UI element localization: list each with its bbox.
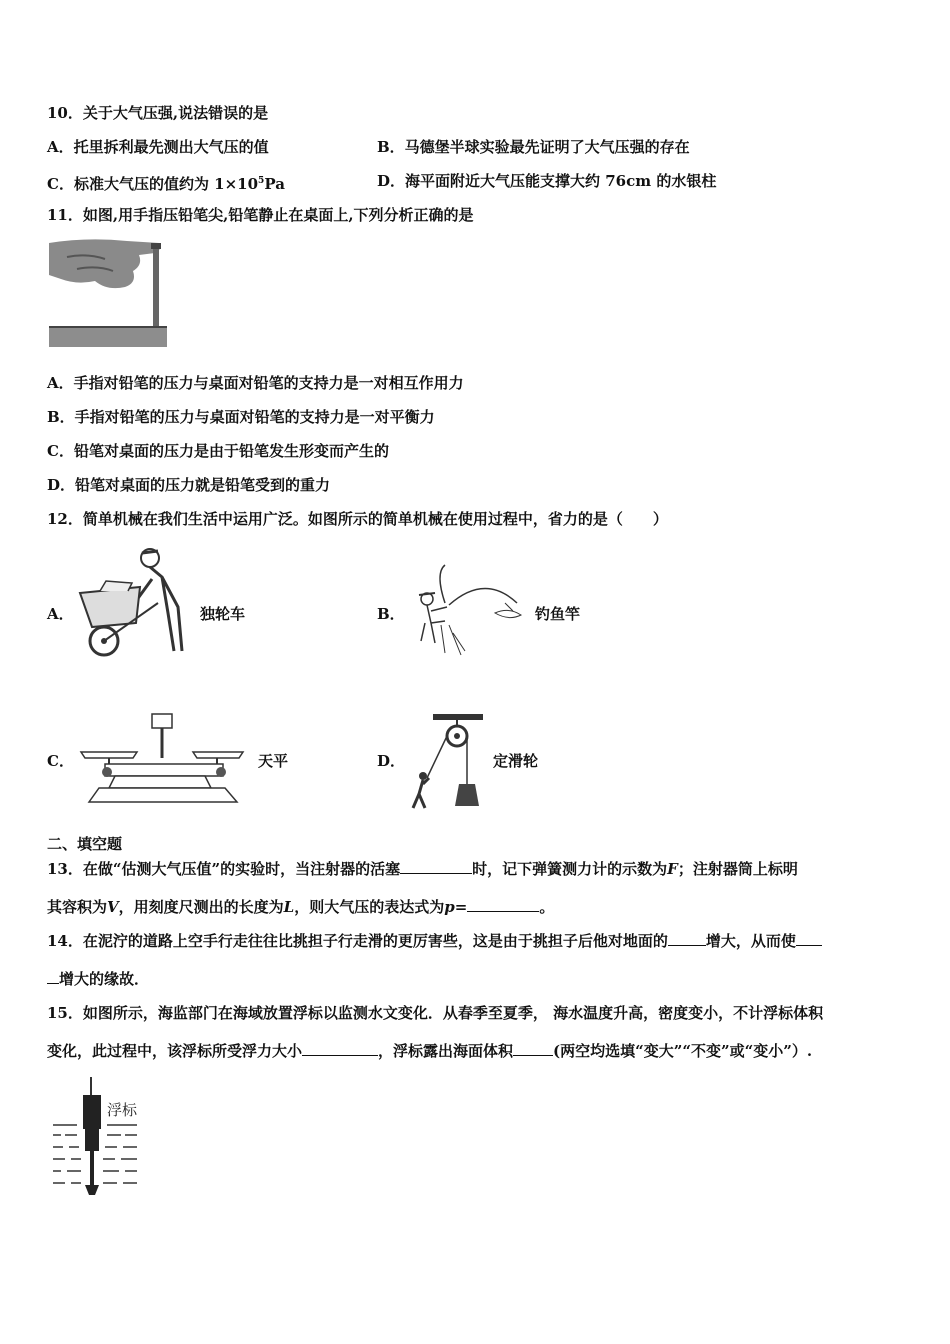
pencil-press-figure bbox=[47, 235, 172, 350]
q10-stem: 10．关于大气压强,说法错误的是 bbox=[47, 104, 269, 122]
q12-b-name: 钓鱼竿 bbox=[535, 605, 581, 623]
q12-d-letter: D． bbox=[377, 752, 406, 770]
q11-stem: 11．如图,用手指压铅笔尖,铅笔静止在桌面上,下列分析正确的是 bbox=[47, 206, 474, 224]
buoy-figure bbox=[47, 1073, 147, 1203]
q12-a-letter: A． bbox=[47, 605, 74, 623]
q11-option-d: D．铅笔对桌面的压力就是铅笔受到的重力 bbox=[47, 476, 331, 494]
q11-option-c: C．铅笔对桌面的压力是由于铅笔发生形变而产生的 bbox=[47, 442, 389, 460]
q13-blank1[interactable] bbox=[400, 859, 472, 874]
q15-line2: 变化，此过程中，该浮标所受浮力大小 ，浮标露出海面体积 (两空均选填“变大”“不变”或“变小”）. bbox=[47, 1042, 813, 1060]
q12-c-name: 天平 bbox=[258, 752, 289, 770]
q14-blank2-cont[interactable] bbox=[47, 969, 59, 984]
q14-blank1[interactable] bbox=[668, 931, 706, 946]
q14-line1: 14．在泥泞的道路上空手行走往往比挑担子行走滑的更厉害些，这是由于挑担子后他对地面的 增大，从而使 bbox=[47, 931, 822, 951]
q15-line1: 15．如图所示，海监部门在海域放置浮标以监测水文变化．从春季至夏季， 海水温度升高，密度变小，不计浮标体积 bbox=[47, 1004, 824, 1022]
fishing-rod-figure bbox=[405, 563, 530, 665]
q13-blank2[interactable] bbox=[467, 897, 539, 912]
section2-title: 二、填空题 bbox=[47, 835, 123, 853]
q15-blank1[interactable] bbox=[302, 1041, 378, 1056]
q11-option-b: B．手指对铅笔的压力与桌面对铅笔的支持力是一对平衡力 bbox=[47, 408, 435, 426]
buoy-label: 浮标 bbox=[107, 1101, 138, 1119]
q12-b-letter: B． bbox=[377, 605, 405, 623]
q10-option-d: D．海平面附近大气压能支撑大约 76cm 的水银柱 bbox=[377, 172, 717, 190]
q12-c-letter: C． bbox=[47, 752, 74, 770]
q14-blank2[interactable] bbox=[796, 931, 822, 946]
q15-blank2[interactable] bbox=[513, 1041, 553, 1056]
q13-line2: 其容积为V，用刻度尺测出的长度为L，则大气压的表达式为p= 。 bbox=[47, 898, 555, 916]
balance-scale-figure bbox=[75, 712, 250, 808]
q12-a-name: 独轮车 bbox=[200, 605, 246, 623]
fixed-pulley-figure bbox=[405, 712, 490, 814]
wheelbarrow-figure bbox=[70, 543, 195, 661]
q12-stem: 12．简单机械在我们生活中运用广泛。如图所示的简单机械在使用过程中，省力的是（ ） bbox=[47, 510, 668, 528]
q10-option-a: A．托里拆利最先测出大气压的值 bbox=[47, 138, 269, 156]
q14-line2: 增大的缘故． bbox=[47, 969, 149, 989]
q12-d-name: 定滑轮 bbox=[493, 752, 539, 770]
q11-option-a: A．手指对铅笔的压力与桌面对铅笔的支持力是一对相互作用力 bbox=[47, 374, 464, 392]
q10-option-c: C．标准大气压的值约为 $1\times 10^5Pa$ bbox=[47, 175, 285, 193]
q13-line1: 13．在做“估测大气压值”的实验时，当注射器的活塞 时，记下弹簧测力计的示数为F；注射器筒上标明 bbox=[47, 860, 798, 878]
q10-option-b: B．马德堡半球实验最先证明了大气压强的存在 bbox=[377, 138, 690, 156]
